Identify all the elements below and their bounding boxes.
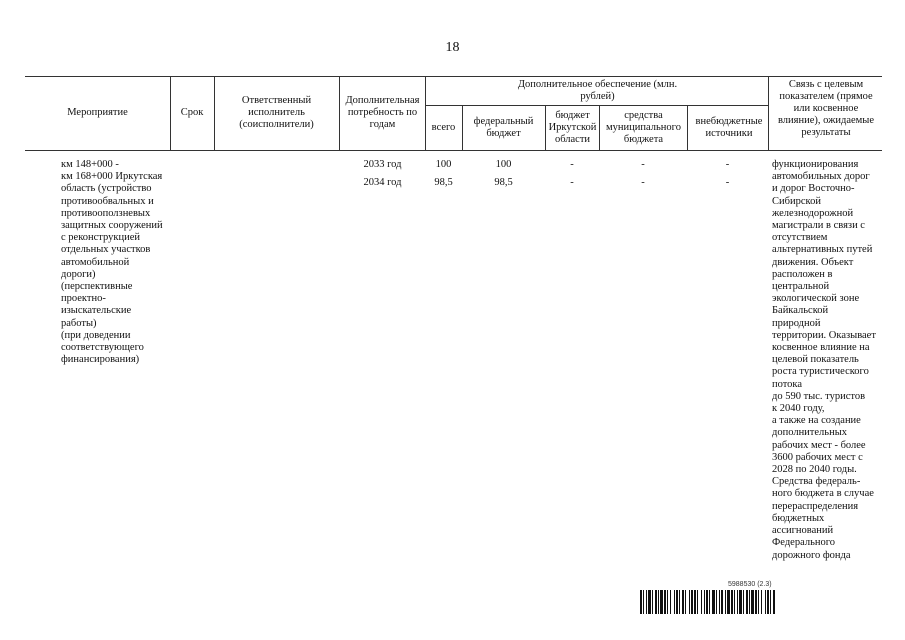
header-municipal: средства муниципального бюджета <box>606 110 681 145</box>
extrabudget-cell: - <box>725 159 730 170</box>
group-header-divider <box>425 105 768 106</box>
col-divider-9 <box>768 76 769 151</box>
regional-cell: - <box>570 159 574 170</box>
municipal-cell: - <box>641 177 645 188</box>
year-cell: 2034 год <box>363 177 402 188</box>
header-executor: Ответственный исполнитель (соисполнители) <box>239 95 314 130</box>
page-number: 18 <box>445 40 460 55</box>
municipal-cell: - <box>641 159 645 170</box>
table-top-border <box>25 76 882 77</box>
total-cell: 98,5 <box>434 177 453 188</box>
col-divider-8 <box>687 105 688 151</box>
col-divider-4 <box>425 76 426 151</box>
federal-cell: 100 <box>495 159 512 170</box>
federal-cell: 98,5 <box>494 177 513 188</box>
barcode-id: 5988530 (2.3) <box>728 581 772 588</box>
year-cell: 2033 год <box>363 159 402 170</box>
header-event: Мероприятие <box>67 107 128 118</box>
event-description: км 148+000 - км 168+000 Иркутская область (устройство противообвальных и противооползневых защитных сооружений с реконструкцией отдельных участков автомобильной дороги) (перспективные проектно- изыскательские работы) (при доведении соответствующего финансирования) <box>61 159 163 366</box>
extrabudget-cell: - <box>725 177 730 188</box>
header-extrabudget: внебюджетные источники <box>695 116 763 139</box>
header-federal: федеральный бюджет <box>473 116 534 139</box>
header-additional-group: Дополнительное обеспечение (млн. рублей) <box>517 79 678 102</box>
barcode-icon <box>640 590 840 614</box>
result-description: функционирования автомобильных дорог и дорог Восточно- Сибирской железнодорожной магистрали в связи с отсутствием альтернативных путей движения. Объект расположен в центральной экологической зоне Байкальской природной территории. Оказывает косвенное влияние на целевой показатель роста туристического потока до 590 тыс. туристов к 2040 году, а также на создание дополнительных рабочих мест - более 3600 рабочих мест с 2028 по 2040 годы. Средства федераль- ного бюджета в случае перераспределения бюджетных ассигнований Федерального дорожного фонда <box>772 159 876 561</box>
header-result: Связь с целевым показателем (прямое или косвенное влияние), ожидаемые результаты <box>777 79 875 138</box>
total-cell: 100 <box>435 159 452 170</box>
header-term: Срок <box>180 107 204 118</box>
header-total: всего <box>431 122 456 133</box>
header-bottom-border <box>25 150 882 151</box>
regional-cell: - <box>570 177 574 188</box>
header-regional: бюджет Иркутской области <box>548 110 597 145</box>
header-need: Дополнительная потребность по годам <box>345 95 420 130</box>
col-divider-5 <box>462 105 463 151</box>
col-divider-2 <box>214 76 215 151</box>
